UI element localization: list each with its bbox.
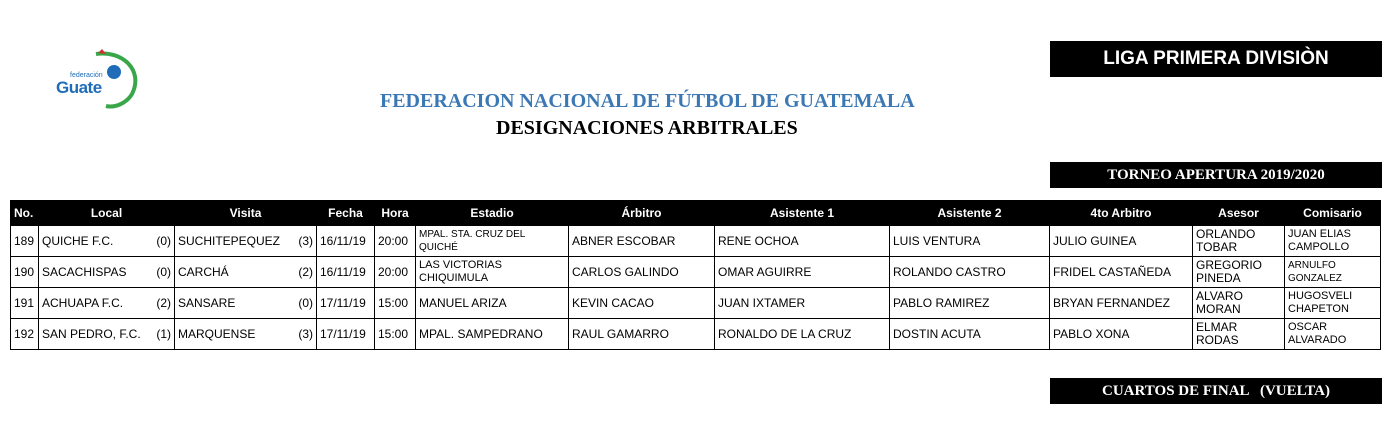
col-header-comisario: Comisario [1285, 201, 1381, 226]
col-header-local: Local [39, 201, 175, 226]
cell-local [39, 319, 175, 350]
cell-fecha: 16/11/19 [317, 226, 375, 257]
cell-comisario: ARNULFO GONZALEZ [1285, 257, 1381, 288]
local-team: QUICHE F.C. [42, 233, 114, 248]
cell-asistente1: RONALDO DE LA CRUZ [715, 319, 890, 350]
cell-cuarto-arbitro: BRYAN FERNANDEZ [1050, 288, 1193, 319]
cell-hora: 20:00 [375, 226, 416, 257]
cell-asistente2: PABLO RAMIREZ [890, 288, 1050, 319]
cell-visita [175, 288, 317, 319]
cell-hora: 15:00 [375, 319, 416, 350]
cell-asesor: ALVARO MORAN [1193, 288, 1285, 319]
cell-visita [175, 319, 317, 350]
cell-estadio: MANUEL ARIZA [416, 288, 569, 319]
cell-comisario: HUGOSVELI CHAPETON [1285, 288, 1381, 319]
local-team: ACHUAPA F.C. [42, 295, 124, 310]
cell-cuarto-arbitro: JULIO GUINEA [1050, 226, 1193, 257]
cell-cuarto-arbitro: PABLO XONA [1050, 319, 1193, 350]
col-header-hora: Hora [375, 201, 416, 226]
table-row [11, 257, 1381, 288]
cell-asesor: GREGORIO PINEDA [1193, 257, 1285, 288]
local-score: (2) [156, 295, 171, 310]
cell-no: 192 [11, 319, 39, 350]
federation-logo [52, 48, 144, 112]
cell-cuarto-arbitro: FRIDEL CASTAÑEDA [1050, 257, 1193, 288]
col-header-fecha: Fecha [317, 201, 375, 226]
cell-asistente2: DOSTIN ACUTA [890, 319, 1050, 350]
cell-comisario: OSCAR ALVARADO [1285, 319, 1381, 350]
table-row [11, 288, 1381, 319]
visiting-score: (2) [298, 264, 313, 279]
cell-asesor: ORLANDO TOBAR [1193, 226, 1285, 257]
col-header-no: No. [11, 201, 39, 226]
cell-local [39, 257, 175, 288]
cell-hora: 15:00 [375, 288, 416, 319]
cell-estadio: LAS VICTORIAS CHIQUIMULA [416, 257, 569, 288]
cell-asesor: ELMAR RODAS [1193, 319, 1285, 350]
visiting-score: (3) [298, 233, 313, 248]
col-header-estadio: Estadio [416, 201, 569, 226]
cell-visita [175, 226, 317, 257]
local-team: SAN PEDRO, F.C. [42, 326, 141, 341]
col-header-arbitro: Árbitro [569, 201, 715, 226]
table-row [11, 319, 1381, 350]
cell-visita [175, 257, 317, 288]
federation-title: FEDERACION NACIONAL DE FÚTBOL DE GUATEMALA [380, 90, 915, 112]
cell-comisario: JUAN ELIAS CAMPOLLO [1285, 226, 1381, 257]
designations-table [10, 200, 1381, 350]
table-header-row [11, 201, 1381, 226]
cell-fecha: 17/11/19 [317, 319, 375, 350]
cell-local [39, 288, 175, 319]
cell-asistente1: RENE OCHOA [715, 226, 890, 257]
cell-asistente1: OMAR AGUIRRE [715, 257, 890, 288]
logo-text: Guate [56, 78, 102, 97]
cell-fecha: 16/11/19 [317, 257, 375, 288]
cell-no: 189 [11, 226, 39, 257]
cell-asistente2: LUIS VENTURA [890, 226, 1050, 257]
visiting-score: (0) [298, 295, 313, 310]
col-header-asesor: Asesor [1193, 201, 1285, 226]
designations-title: DESIGNACIONES ARBITRALES [496, 117, 798, 139]
visiting-team: MARQUENSE [178, 326, 256, 341]
cell-hora: 20:00 [375, 257, 416, 288]
col-header-asistente1: Asistente 1 [715, 201, 890, 226]
col-header-asistente2: Asistente 2 [890, 201, 1050, 226]
col-header-visita: Visita [175, 201, 317, 226]
cell-estadio: MPAL. STA. CRUZ DEL QUICHÉ [416, 226, 569, 257]
local-team: SACACHISPAS [42, 264, 127, 279]
col-header-cuarto-arbitro: 4to Arbitro [1050, 201, 1193, 226]
tournament-title: TORNEO APERTURA 2019/2020 [1050, 162, 1382, 188]
league-title: LIGA PRIMERA DIVISIÒN [1050, 41, 1382, 77]
logo-small-text: federación [70, 72, 103, 79]
cell-asistente2: ROLANDO CASTRO [890, 257, 1050, 288]
local-score: (0) [156, 264, 171, 279]
local-score: (1) [156, 326, 171, 341]
cell-local [39, 226, 175, 257]
visiting-team: SUCHITEPEQUEZ [178, 233, 281, 248]
cell-no: 190 [11, 257, 39, 288]
cell-estadio: MPAL. SAMPEDRANO [416, 319, 569, 350]
cell-arbitro: ABNER ESCOBAR [569, 226, 715, 257]
cell-arbitro: CARLOS GALINDO [569, 257, 715, 288]
visiting-score: (3) [298, 326, 313, 341]
cell-arbitro: RAUL GAMARRO [569, 319, 715, 350]
cell-arbitro: KEVIN CACAO [569, 288, 715, 319]
visiting-team: CARCHÁ [178, 264, 229, 279]
cell-asistente1: JUAN IXTAMER [715, 288, 890, 319]
stage-title: CUARTOS DE FINAL (VUELTA) [1050, 378, 1382, 404]
visiting-team: SANSARE [178, 295, 236, 310]
local-score: (0) [156, 233, 171, 248]
table-row [11, 226, 1381, 257]
cell-fecha: 17/11/19 [317, 288, 375, 319]
cell-no: 191 [11, 288, 39, 319]
